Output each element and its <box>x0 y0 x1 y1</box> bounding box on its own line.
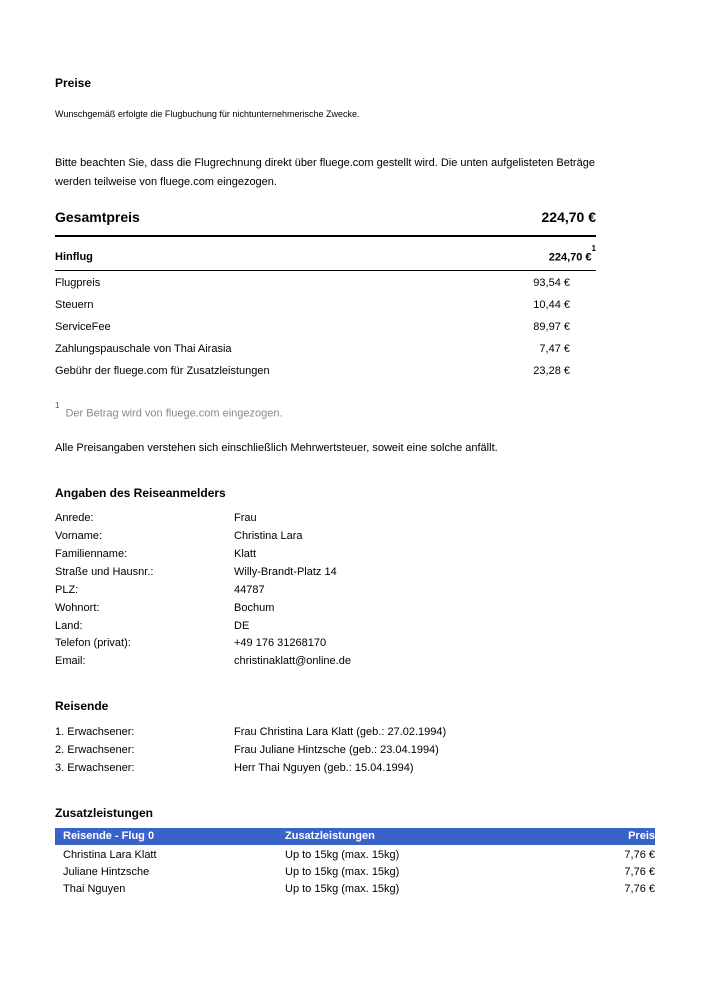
outbound-label: Hinflug <box>55 251 93 263</box>
price-item-value: 89,97 € <box>533 321 570 333</box>
price-item-value: 93,54 € <box>533 277 570 289</box>
purpose-notice: Wunschgemäß erfolgte die Flugbuchung für nichtunternehmerische Zwecke. <box>55 109 360 119</box>
traveller-value: Herr Thai Nguyen (geb.: 15.04.1994) <box>234 762 414 774</box>
applicant-label: PLZ: <box>55 584 79 596</box>
price-item-label: ServiceFee <box>55 321 111 333</box>
outbound-amount: 224,70 € <box>548 251 592 264</box>
column-header-travellers: Reisende - Flug 0 <box>63 830 155 842</box>
applicant-label: Telefon (privat): <box>55 637 131 649</box>
invoice-info-line-2: werden teilweise von fluege.com eingezogen. <box>55 176 277 188</box>
preise-heading: Preise <box>55 76 92 90</box>
extras-row-name: Christina Lara Klatt <box>63 849 157 861</box>
column-header-price: Preis <box>628 830 655 842</box>
price-item-value: 10,44 € <box>533 299 570 311</box>
applicant-value: Willy-Brandt-Platz 14 <box>234 566 337 578</box>
traveller-label: 2. Erwachsener: <box>55 744 135 756</box>
applicant-value: Klatt <box>234 548 257 560</box>
applicant-label: Land: <box>55 620 83 632</box>
applicant-value: Christina Lara <box>234 530 303 542</box>
footnote <box>55 401 283 420</box>
applicant-value: DE <box>234 620 250 632</box>
outbound-footnote-mark: 1 <box>591 244 596 253</box>
total-price-label: Gesamtpreis <box>55 209 140 225</box>
extras-heading: Zusatzleistungen <box>55 806 154 820</box>
vat-note: Alle Preisangaben verstehen sich einschließlich Mehrwertsteuer, soweit eine solche anfällt. <box>55 442 498 454</box>
traveller-label: 3. Erwachsener: <box>55 762 135 774</box>
applicant-value: 44787 <box>234 584 265 596</box>
extras-row-service: Up to 15kg (max. 15kg) <box>285 849 400 861</box>
price-item-value: 23,28 € <box>533 365 570 377</box>
extras-row-price: 7,76 € <box>624 883 655 895</box>
column-header-services: Zusatzleistungen <box>285 830 375 842</box>
footnote-mark: 1 <box>55 401 60 410</box>
traveller-label: 1. Erwachsener: <box>55 726 135 738</box>
extras-row-service: Up to 15kg (max. 15kg) <box>285 866 400 878</box>
applicant-value: Frau <box>234 512 257 524</box>
applicant-heading: Angaben des Reiseanmelders <box>55 486 226 500</box>
extras-row-name: Juliane Hintzsche <box>63 866 150 878</box>
applicant-label: Anrede: <box>55 512 94 524</box>
applicant-label: Email: <box>55 655 86 667</box>
price-item-label: Steuern <box>55 299 94 311</box>
applicant-label: Familienname: <box>55 548 128 560</box>
extras-row-price: 7,76 € <box>624 866 655 878</box>
extras-row-service: Up to 15kg (max. 15kg) <box>285 883 400 895</box>
price-item-label: Zahlungspauschale von Thai Airasia <box>55 343 232 355</box>
price-item-label: Flugpreis <box>55 277 101 289</box>
price-item-value: 7,47 € <box>539 343 570 355</box>
extras-row-name: Thai Nguyen <box>63 883 126 895</box>
applicant-value: +49 176 31268170 <box>234 637 327 649</box>
applicant-label: Wohnort: <box>55 602 100 614</box>
applicant-label: Vorname: <box>55 530 103 542</box>
applicant-label: Straße und Hausnr.: <box>55 566 154 578</box>
total-price-value: 224,70 € <box>541 209 596 225</box>
total-divider <box>55 235 596 237</box>
travellers-heading: Reisende <box>55 699 109 713</box>
extras-row-price: 7,76 € <box>624 849 655 861</box>
applicant-value: Bochum <box>234 602 275 614</box>
outbound-divider <box>55 270 596 271</box>
traveller-value: Frau Christina Lara Klatt (geb.: 27.02.1994) <box>234 726 447 738</box>
price-item-label: Gebühr der fluege.com für Zusatzleistungen <box>55 365 270 377</box>
invoice-info-line-1: Bitte beachten Sie, dass die Flugrechnung direkt über fluege.com gestellt wird. Die unten aufgelisteten Beträge <box>55 157 595 169</box>
outbound-value <box>480 244 596 264</box>
traveller-value: Frau Juliane Hintzsche (geb.: 23.04.1994) <box>234 744 439 756</box>
applicant-email: christinaklatt@online.de <box>234 655 351 667</box>
footnote-text: Der Betrag wird von fluege.com eingezogen. <box>65 407 283 420</box>
